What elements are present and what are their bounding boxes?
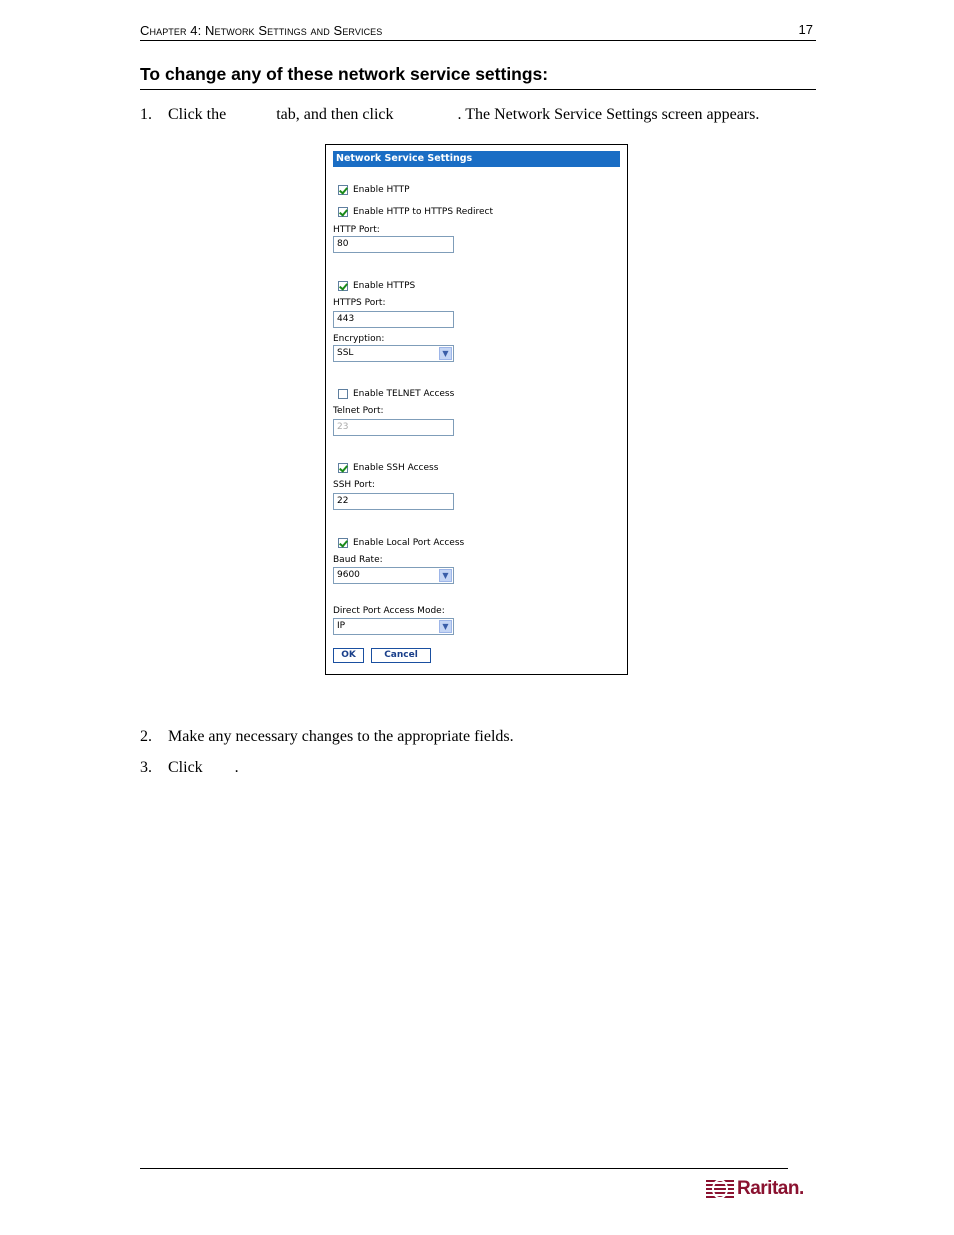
enable-redirect-label: Enable HTTP to HTTPS Redirect — [353, 207, 494, 217]
ssh-port-label: SSH Port: — [333, 480, 375, 490]
https-port-input[interactable]: 443 — [333, 311, 454, 328]
cancel-button[interactable]: Cancel — [371, 648, 431, 663]
checkbox-checked-icon[interactable] — [338, 538, 348, 548]
baud-rate-label: Baud Rate: — [333, 555, 383, 565]
encryption-label: Encryption: — [333, 334, 385, 344]
step-1 — [140, 105, 759, 125]
enable-https-checkbox[interactable] — [338, 280, 415, 292]
step-text-b: tab, and then click — [276, 106, 394, 123]
section-heading: To change any of these network service settings: — [140, 64, 816, 90]
chevron-down-icon[interactable]: ▼ — [439, 347, 452, 360]
enable-ssh-label: Enable SSH Access — [353, 463, 439, 473]
step-number: 3. — [140, 759, 152, 776]
page-number: 17 — [798, 22, 813, 37]
enable-ssh-checkbox[interactable] — [338, 462, 438, 474]
checkbox-checked-icon[interactable] — [338, 281, 348, 291]
chevron-down-icon[interactable]: ▼ — [439, 620, 452, 633]
telnet-port-label: Telnet Port: — [333, 406, 384, 416]
direct-port-mode-value: IP — [337, 621, 346, 631]
ok-button[interactable]: OK — [333, 648, 364, 663]
step-number: 1. — [140, 106, 152, 123]
dialog-title: Network Service Settings — [333, 151, 620, 167]
https-port-label: HTTPS Port: — [333, 298, 386, 308]
raritan-logo-icon — [706, 1179, 734, 1199]
encryption-select[interactable] — [333, 345, 454, 362]
checkbox-unchecked-icon[interactable] — [338, 389, 348, 399]
step-number: 2. — [140, 728, 152, 745]
ssh-port-input[interactable]: 22 — [333, 493, 454, 510]
step-3 — [140, 758, 239, 778]
http-port-label: HTTP Port: — [333, 225, 380, 235]
enable-telnet-checkbox[interactable] — [338, 388, 454, 400]
network-service-settings-dialog — [325, 144, 628, 675]
enable-http-checkbox[interactable] — [338, 184, 410, 196]
checkbox-checked-icon[interactable] — [338, 463, 348, 473]
direct-port-mode-label: Direct Port Access Mode: — [333, 606, 445, 616]
checkbox-checked-icon[interactable] — [338, 185, 348, 195]
enable-telnet-label: Enable TELNET Access — [353, 389, 455, 399]
raritan-logo — [706, 1178, 804, 1200]
logo-text: Raritan. — [737, 1178, 804, 1199]
chevron-down-icon[interactable]: ▼ — [439, 569, 452, 582]
enable-https-label: Enable HTTPS — [353, 281, 416, 291]
footer-rule — [140, 1168, 788, 1169]
running-header — [140, 22, 816, 41]
step-text-a: Click — [168, 759, 203, 776]
baud-rate-value: 9600 — [337, 570, 360, 580]
step-2 — [140, 727, 514, 747]
step-text-c: . — [234, 759, 239, 776]
enable-local-port-checkbox[interactable] — [338, 537, 464, 549]
chapter-title: Chapter 4: Network Settings and Services — [140, 23, 383, 38]
checkbox-checked-icon[interactable] — [338, 207, 348, 217]
encryption-value: SSL — [337, 348, 354, 358]
step-text-c: . The Network Service Settings screen appears. — [457, 106, 760, 123]
telnet-port-input[interactable]: 23 — [333, 419, 454, 436]
step-text-a: Click the — [168, 106, 227, 123]
enable-local-port-label: Enable Local Port Access — [353, 538, 465, 548]
direct-port-mode-select[interactable] — [333, 618, 454, 635]
step-text: Make any necessary changes to the appropriate fields. — [168, 728, 514, 745]
enable-redirect-checkbox[interactable] — [338, 206, 493, 218]
enable-http-label: Enable HTTP — [353, 185, 410, 195]
baud-rate-select[interactable] — [333, 567, 454, 584]
http-port-input[interactable]: 80 — [333, 236, 454, 253]
